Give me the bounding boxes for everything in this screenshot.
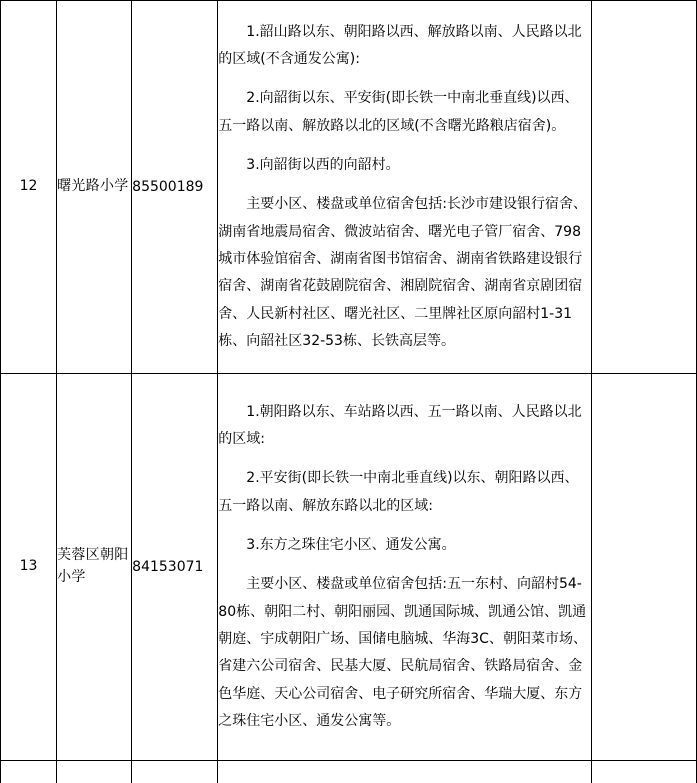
school-code-cell: 84153071 — [132, 374, 218, 761]
area-paragraph: 主要小区、楼盘或单位宿舍包括:长沙市建设银行宿舍、湖南省地震局宿舍、微波站宿舍、曙光电子管厂宿舍、798城市体验馆宿舍、湖南省图书馆宿舍、湖南省铁路建设银行宿舍、湖南省花鼓剧院宿舍、湘剧院宿舍、湖南省京剧团宿舍、人民新村社区、曙光社区、二里牌社区原向韶村1-31栋、向韶社区32-53栋、长铁高层等。 — [218, 196, 587, 349]
area-paragraph: 主要小区、楼盘或单位宿舍包括:五一东村、向韶村54-80栋、朝阳二村、朝阳丽园、凯通国际城、凯通公馆、凯通朝庭、宇成朝阳广场、国储电脑城、华海3C、朝阳菜市场、省建六公司宿舍、民基大厦、民航局宿舍、铁路局宿舍、金色华庭、天心公司宿舍、电子研究所宿舍、华瑞大厦、东方之珠住宅小区、通发公寓等。 — [218, 576, 587, 729]
notes-cell — [591, 1, 696, 374]
table-row — [1, 1, 697, 374]
enrollment-area-cell — [218, 374, 592, 761]
school-name-cell: 芙蓉区朝阳小学 — [57, 374, 132, 761]
enrollment-area-cell — [218, 761, 592, 783]
table-row-partial — [1, 761, 697, 783]
row-index-cell: 13 — [1, 374, 57, 761]
area-paragraph: 2.平安街(即长铁一中南北垂直线)以东、朝阳路以西、五一路以南、解放东路以北的区域: — [218, 470, 579, 514]
school-name-cell: 曙光路小学 — [57, 1, 132, 374]
enrollment-area-cell — [218, 1, 592, 374]
area-paragraph: 1.韶山路以东、朝阳路以西、解放路以南、人民路以北的区域(不含通发公寓): — [218, 23, 582, 68]
school-code-cell — [132, 761, 218, 783]
school-name-cell — [57, 761, 132, 783]
row-index-cell: 12 — [1, 1, 57, 374]
area-paragraph: 1.朝阳路以东、车站路以西、五一路以南、人民路以北的区域: — [218, 403, 582, 448]
area-paragraph: 3.向韶街以西的向韶村。 — [246, 157, 400, 174]
row-index-cell — [1, 761, 57, 783]
table-row — [1, 374, 697, 761]
area-paragraph: 2.向韶街以东、平安街(即长铁一中南北垂直线)以西、五一路以南、解放路以北的区域(不含曙光路粮店宿舍)。 — [218, 90, 579, 134]
area-paragraph: 3.东方之珠住宅小区、通发公寓。 — [246, 537, 456, 554]
school-code-cell: 85500189 — [132, 1, 218, 374]
notes-cell — [591, 761, 696, 783]
notes-cell — [591, 374, 696, 761]
